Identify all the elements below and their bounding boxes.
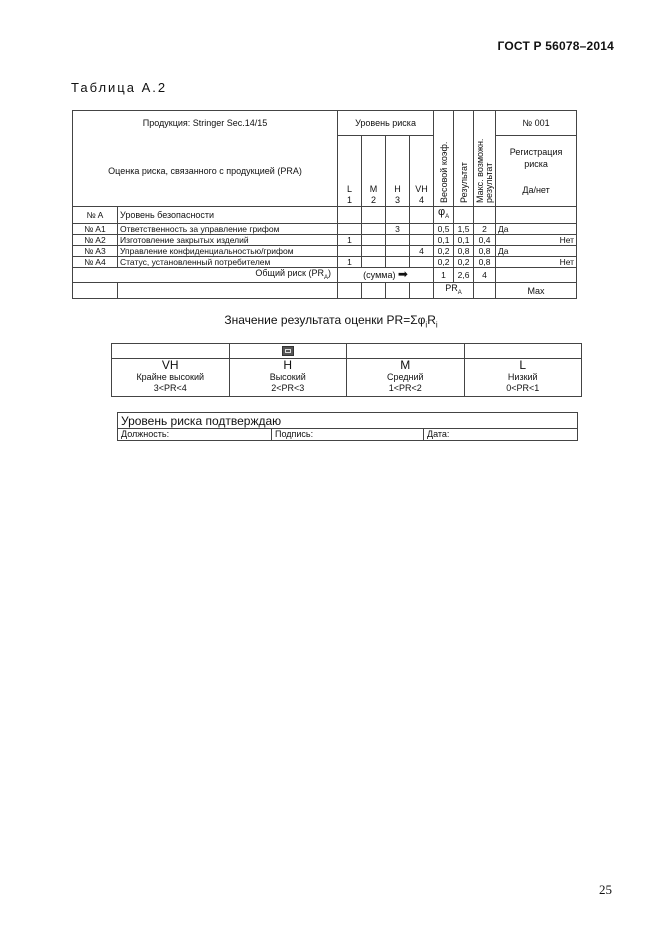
max-result-header: Макс. возможн. результат bbox=[474, 111, 496, 207]
row-name: Ответственность за управление грифом bbox=[118, 223, 338, 234]
phi-symbol: $\varphi_A$ bbox=[434, 206, 454, 223]
section-id: № A bbox=[73, 206, 118, 223]
registration-value: Нет bbox=[496, 234, 577, 245]
signature-field: Подпись: bbox=[272, 429, 424, 441]
result-value: 0,1 bbox=[454, 234, 474, 245]
confirmation-title: Уровень риска подтверждаю bbox=[118, 413, 578, 429]
level-h-value bbox=[386, 256, 410, 267]
level-vh-value bbox=[410, 256, 434, 267]
assessment-label: Оценка риска, связанного с продукцией (PRA) bbox=[73, 136, 338, 207]
row-name: Управление конфиденциальностью/грифом bbox=[118, 245, 338, 256]
row-id: № A4 bbox=[73, 256, 118, 267]
total-weight: 1 bbox=[434, 267, 454, 283]
row-id: № A1 bbox=[73, 223, 118, 234]
level-m-value bbox=[362, 234, 386, 245]
confirmation-block bbox=[117, 412, 578, 441]
approval-stamp-icon bbox=[229, 344, 347, 359]
scale-vh: VH Крайне высокий 3<PR<4 bbox=[112, 359, 230, 397]
registration-value: Да bbox=[496, 223, 577, 234]
total-result: 2,6 bbox=[454, 267, 474, 283]
date-field: Дата: bbox=[424, 429, 578, 441]
registration-header: Регистрация риска Да/нет bbox=[496, 136, 577, 207]
max-value: 0,8 bbox=[474, 245, 496, 256]
table-row bbox=[73, 223, 577, 234]
result-value: 1,5 bbox=[454, 223, 474, 234]
level-l-value: 1 bbox=[338, 234, 362, 245]
row-name: Статус, установленный потребителем bbox=[118, 256, 338, 267]
level-vh-header: VH 4 bbox=[410, 136, 434, 207]
table-row bbox=[73, 234, 577, 245]
max-value: 0,4 bbox=[474, 234, 496, 245]
page-number: 25 bbox=[599, 882, 612, 897]
row-id: № A2 bbox=[73, 234, 118, 245]
level-m-value bbox=[362, 223, 386, 234]
weight-value: 0,5 bbox=[434, 223, 454, 234]
document-number: № 001 bbox=[496, 111, 577, 136]
level-h-value bbox=[386, 234, 410, 245]
level-vh-value bbox=[410, 234, 434, 245]
arrow-right-icon: ➡ bbox=[397, 267, 408, 282]
scale-m: M Средний 1<PR<2 bbox=[347, 359, 465, 397]
row-id: № A3 bbox=[73, 245, 118, 256]
risk-level-header: Уровень риска bbox=[338, 111, 434, 136]
max-label: Max bbox=[496, 283, 577, 299]
level-m-header: M 2 bbox=[362, 136, 386, 207]
result-formula: Значение результата оценки $PR=\Sigma\varphi_iR_i$ bbox=[224, 313, 438, 330]
position-field: Должность: bbox=[118, 429, 272, 441]
table-title: Таблица А.2 bbox=[71, 80, 168, 95]
registration-value: Да bbox=[496, 245, 577, 256]
scale-l: L Низкий 0<PR<1 bbox=[464, 359, 582, 397]
risk-level-scale bbox=[111, 343, 582, 397]
result-header: Результат bbox=[454, 111, 474, 207]
level-l-header: L 1 bbox=[338, 136, 362, 207]
pr-label: $PR_A$ bbox=[434, 283, 474, 299]
max-value: 2 bbox=[474, 223, 496, 234]
level-m-value bbox=[362, 256, 386, 267]
level-vh-value bbox=[410, 223, 434, 234]
total-risk-label: Общий риск $(PR_A)$ bbox=[73, 267, 338, 283]
table-row bbox=[73, 256, 577, 267]
level-m-value bbox=[362, 245, 386, 256]
result-value: 0,8 bbox=[454, 245, 474, 256]
level-vh-value: 4 bbox=[410, 245, 434, 256]
level-h-value bbox=[386, 245, 410, 256]
table-row bbox=[73, 245, 577, 256]
total-max: 4 bbox=[474, 267, 496, 283]
registration-value: Нет bbox=[496, 256, 577, 267]
sum-cell: (сумма) ➡ bbox=[338, 267, 434, 283]
weight-value: 0,1 bbox=[434, 234, 454, 245]
row-name: Изготовление закрытых изделий bbox=[118, 234, 338, 245]
scale-h: H Высокий 2<PR<3 bbox=[229, 359, 347, 397]
level-l-value bbox=[338, 245, 362, 256]
level-h-header: H 3 bbox=[386, 136, 410, 207]
result-value: 0,2 bbox=[454, 256, 474, 267]
product-label: Продукция: Stringer Sec.14/15 bbox=[73, 111, 338, 136]
level-h-value: 3 bbox=[386, 223, 410, 234]
level-l-value: 1 bbox=[338, 256, 362, 267]
section-name: Уровень безопасности bbox=[118, 206, 338, 223]
risk-assessment-table bbox=[72, 110, 577, 299]
weight-value: 0,2 bbox=[434, 245, 454, 256]
weight-header: Весовой коэф. bbox=[434, 111, 454, 207]
weight-value: 0,2 bbox=[434, 256, 454, 267]
max-value: 0,8 bbox=[474, 256, 496, 267]
document-code: ГОСТ Р 56078–2014 bbox=[497, 39, 614, 53]
level-l-value bbox=[338, 223, 362, 234]
